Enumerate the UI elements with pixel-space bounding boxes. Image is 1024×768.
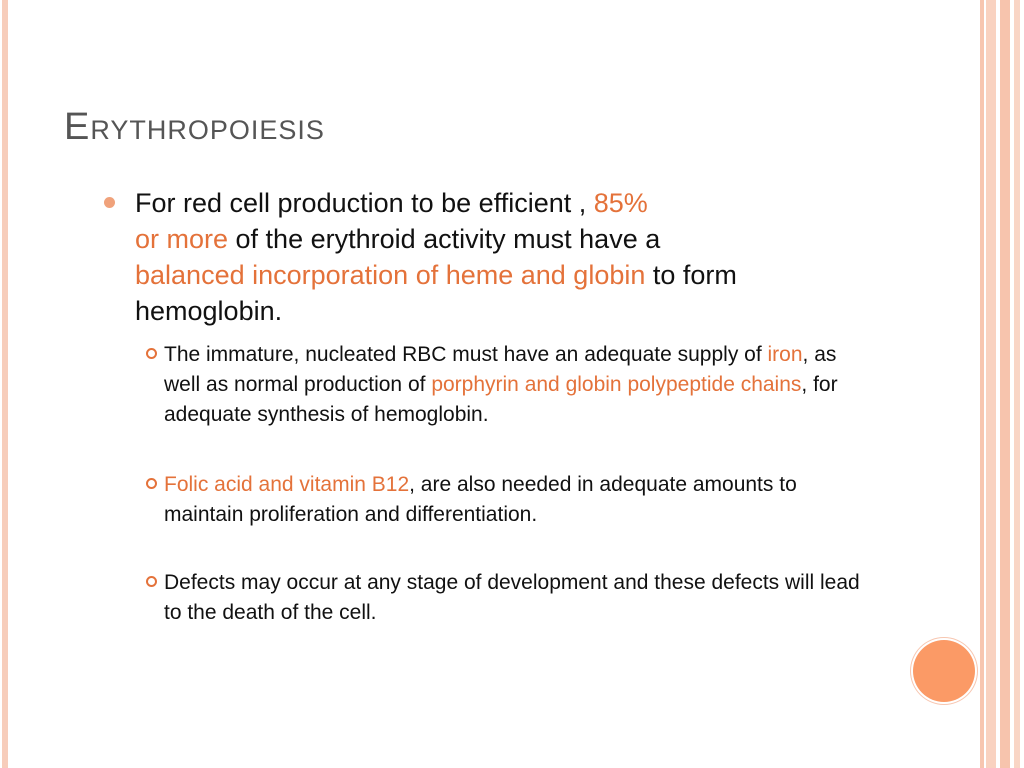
right-border-thin-decoration: [980, 0, 984, 768]
sub-bullet-iron: [146, 340, 876, 430]
orange-circle-decoration: [913, 640, 975, 702]
main-bullet-text: [135, 185, 815, 329]
sub-bullet-1-part-1: The immature, nucleated RBC must have an adequate supply of: [164, 343, 768, 366]
main-bullet-part-2: of the erythroid activity must have a: [228, 224, 661, 254]
bullet-dot-icon: [104, 197, 115, 208]
sub-bullet-1-part-3: , for adequate synthesis of hemoglobin.: [164, 373, 838, 426]
main-bullet-part-3: to form hemoglobin.: [135, 260, 737, 326]
sub-bullet-text: [164, 340, 876, 430]
main-bullet: [104, 185, 804, 329]
bullet-ring-icon: [146, 478, 157, 489]
sub-bullet-1-highlight-2: porphyrin and globin polypeptide chains: [431, 373, 802, 396]
sub-bullet-folic-acid: [146, 470, 876, 530]
main-bullet-highlight-1: 85%: [593, 188, 648, 218]
sub-bullet-text: [164, 568, 876, 628]
sub-bullet-2-highlight: Folic acid and vitamin B12: [164, 473, 410, 496]
right-border-wide-decoration: [986, 0, 996, 768]
main-bullet-highlight-3: balanced incorporation of heme and globin: [135, 260, 646, 290]
left-border-decoration: [2, 0, 8, 768]
right-border-edge-decoration: [1014, 0, 1020, 768]
bullet-ring-icon: [146, 576, 157, 587]
sub-bullet-2-part-1: , are also needed in adequate amounts to maintain proliferation and differentiation.: [164, 473, 797, 526]
main-bullet-part-1: For red cell production to be efficient ,: [135, 188, 594, 218]
main-bullet-highlight-2: or more: [135, 224, 229, 254]
sub-bullet-1-highlight-1: iron: [767, 343, 803, 366]
sub-bullet-1-part-2: , as well as normal production of: [164, 343, 837, 396]
right-border-band-decoration: [1000, 0, 1010, 768]
sub-bullet-text: [164, 470, 876, 530]
sub-bullet-3-part-1: Defects may occur at any stage of development and these defects will lead to the death of the cell.: [164, 571, 860, 624]
bullet-ring-icon: [146, 348, 157, 359]
slide-title: Erythropoiesis: [64, 106, 325, 148]
sub-bullet-defects: [146, 568, 876, 628]
